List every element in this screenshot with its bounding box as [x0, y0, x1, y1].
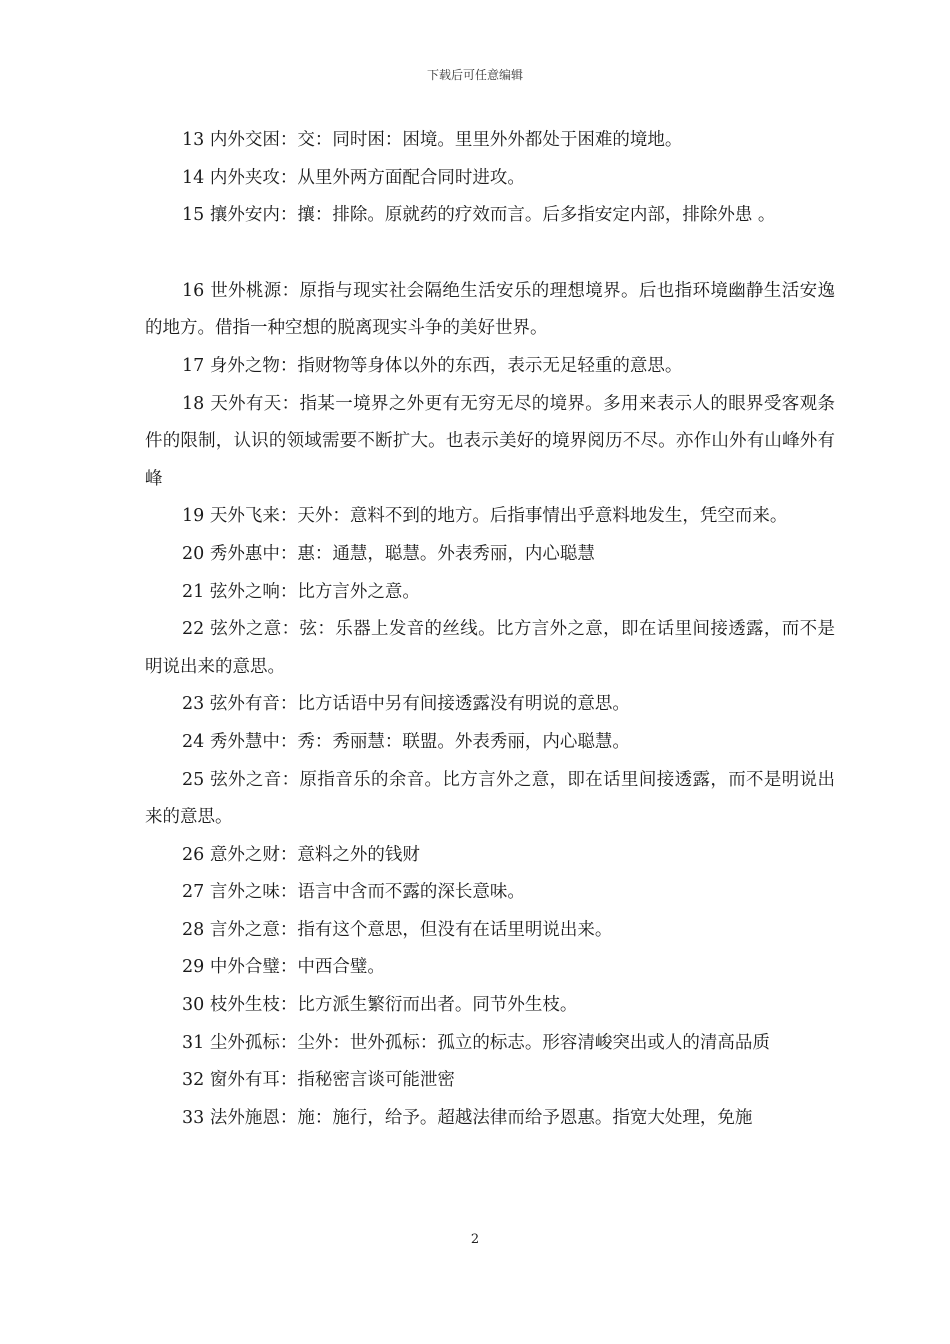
entry-27: 27 言外之味：语言中含而不露的深长意味。: [182, 882, 525, 903]
entry-28: 28 言外之意：指有这个意思，但没有在话里明说出来。: [182, 919, 613, 940]
entry-17: 17 身外之物：指财物等身体以外的东西，表示无足轻重的意思。: [182, 355, 683, 376]
entry-14: 14 内外夹攻：从里外两方面配合同时进攻。: [182, 167, 525, 188]
page-number: 2: [470, 1232, 480, 1247]
entry-29: 29 中外合璧：中西合璧。: [182, 957, 385, 978]
entry-31: 31 尘外孤标：尘外：世外孤标：孤立的标志。形容清峻突出或人的清高品质: [182, 1032, 770, 1053]
entry-21: 21 弦外之响：比方言外之意。: [182, 581, 420, 602]
entry-33: 33 法外施恩：施：施行，给予。超越法律而给予恩惠。指宽大处理，免施: [182, 1107, 753, 1128]
entry-26: 26 意外之财：意料之外的钱财: [182, 844, 420, 865]
entry-32: 32 窗外有耳：指秘密言谈可能泄密: [182, 1070, 455, 1091]
entry-15: 15 攘外安内：攘：排除。原就药的疗效而言。后多指安定内部，排除外患 。: [182, 205, 776, 226]
entry-30: 30 枝外生枝：比方派生繁衍而出者。同节外生枝。: [182, 995, 578, 1016]
entry-24: 24 秀外慧中：秀：秀丽慧：联盟。外表秀丽，内心聪慧。: [182, 731, 630, 752]
entry-19: 19 天外飞来：天外：意料不到的地方。后指事情出乎意料地发生，凭空而来。: [182, 506, 788, 527]
entry-23: 23 弦外有音：比方话语中另有间接透露没有明说的意思。: [182, 694, 630, 715]
document-body: [145, 122, 835, 1137]
entry-22: 22 弦外之意：弦：乐器上发音的丝线。比方言外之意，即在话里间接透露，而不是明说出来的意思。: [145, 619, 835, 677]
entry-20: 20 秀外惠中：惠：通慧，聪慧。外表秀丽，内心聪慧: [182, 543, 595, 564]
entry-13: 13 内外交困：交：同时困：困境。里里外外都处于困难的境地。: [182, 130, 683, 150]
entry-16: 16 世外桃源：原指与现实社会隔绝生活安乐的理想境界。后也指环境幽静生活安逸的地方。借指一种空想的脱离现实斗争的美好世界。: [145, 280, 835, 339]
page-header: 下载后可任意编辑: [426, 68, 523, 82]
entry-25: 25 弦外之音：原指音乐的余音。比方言外之意，即在话里间接透露，而不是明说出来的意思。: [145, 769, 835, 828]
entry-18: 18 天外有天：指某一境界之外更有无穷无尽的境界。多用来表示人的眼界受客观条件的限制，认识的领域需要不断扩大。也表示美好的境界阅历不尽。亦作山外有山峰外有峰: [145, 393, 835, 489]
